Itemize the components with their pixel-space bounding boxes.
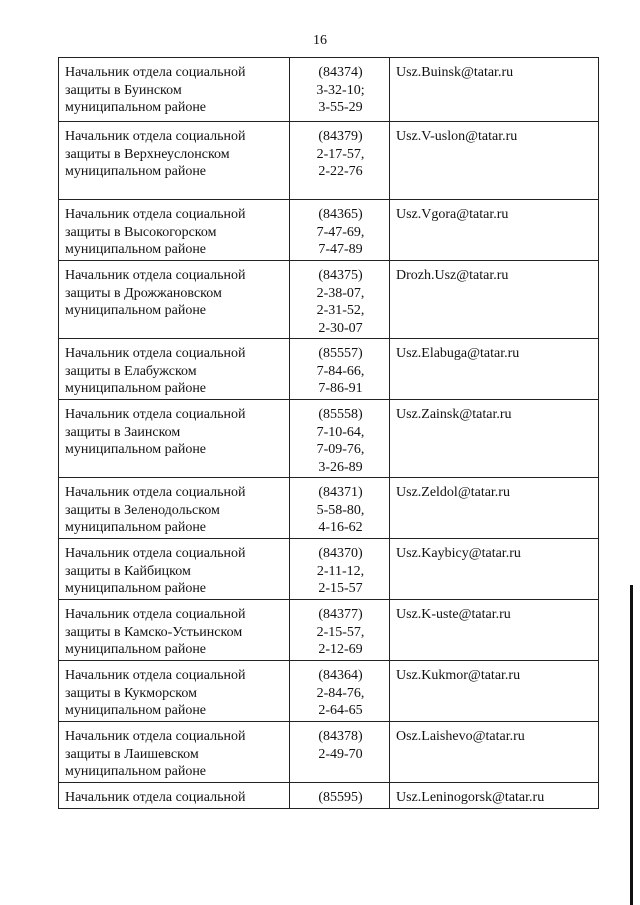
email-cell bbox=[390, 661, 599, 722]
department-title-cell bbox=[59, 400, 290, 478]
department-title-cell bbox=[59, 58, 290, 122]
table-row bbox=[59, 722, 599, 783]
department-title-line: защиты в Елабужском bbox=[65, 363, 197, 379]
department-title-line: Начальник отдела социальной bbox=[65, 546, 246, 561]
phone-line: 7-09-76, bbox=[316, 442, 365, 457]
phone-cell bbox=[290, 58, 390, 122]
phone-line: (85557) bbox=[318, 346, 363, 361]
department-title-line: муниципальном районе bbox=[65, 520, 207, 535]
phone-line: 2-31-52, bbox=[316, 303, 365, 318]
phone-line: 3-55-29 bbox=[318, 100, 363, 115]
email-text: Usz.Leninogorsk@tatar.ru bbox=[396, 790, 545, 805]
department-title-line: Начальник отдела социальной bbox=[65, 729, 246, 744]
department-title-line: защиты в Камско-Устьинском bbox=[65, 624, 243, 640]
department-title-cell bbox=[59, 339, 290, 400]
email-cell bbox=[390, 722, 599, 783]
table-row bbox=[59, 58, 599, 122]
department-title-line: защиты в Высокогорском bbox=[65, 224, 217, 240]
phone-line: 2-64-65 bbox=[318, 703, 363, 718]
department-title-line: защиты в Зеленодольском bbox=[65, 502, 220, 518]
phone-line: (84374) bbox=[318, 65, 363, 80]
department-title-cell bbox=[59, 478, 290, 539]
department-title-line: муниципальном районе bbox=[65, 442, 207, 457]
email-cell bbox=[390, 58, 599, 122]
department-title-line: Начальник отдела социальной bbox=[65, 407, 246, 422]
phone-cell bbox=[290, 400, 390, 478]
table-row bbox=[59, 200, 599, 261]
department-title-line: защиты в Кукморском bbox=[65, 685, 197, 701]
email-text: Usz.Zeldol@tatar.ru bbox=[396, 485, 510, 500]
contacts-table bbox=[58, 57, 599, 809]
department-title-line: муниципальном районе bbox=[65, 581, 207, 596]
email-text: Osz.Laishevo@tatar.ru bbox=[396, 729, 525, 744]
phone-line: 7-47-69, bbox=[316, 224, 365, 240]
phone-cell bbox=[290, 600, 390, 661]
department-title-line: муниципальном районе bbox=[65, 642, 207, 657]
phone-line: (84365) bbox=[318, 207, 363, 222]
table-row bbox=[59, 783, 599, 809]
department-title-line: защиты в Верхнеуслонском bbox=[65, 146, 230, 162]
email-text: Usz.Elabuga@tatar.ru bbox=[396, 346, 520, 361]
email-text: Usz.Buinsk@tatar.ru bbox=[396, 65, 514, 80]
department-title-line: Начальник отдела социальной bbox=[65, 207, 246, 222]
department-title-cell bbox=[59, 261, 290, 339]
department-title-line: муниципальном районе bbox=[65, 303, 207, 318]
table-row bbox=[59, 400, 599, 478]
phone-line: (85558) bbox=[318, 407, 363, 422]
email-text: Usz.Zainsk@tatar.ru bbox=[396, 407, 512, 422]
phone-cell bbox=[290, 661, 390, 722]
table-row bbox=[59, 539, 599, 600]
phone-line: 3-32-10; bbox=[316, 82, 365, 98]
email-text: Usz.V-uslon@tatar.ru bbox=[396, 129, 518, 144]
email-cell bbox=[390, 539, 599, 600]
phone-line: 2-38-07, bbox=[316, 285, 365, 301]
phone-cell bbox=[290, 200, 390, 261]
phone-line: (84364) bbox=[318, 668, 363, 683]
phone-line: 2-15-57 bbox=[318, 581, 363, 596]
phone-cell bbox=[290, 122, 390, 200]
email-text: Usz.Kaybicy@tatar.ru bbox=[396, 546, 521, 561]
department-title-line: защиты в Заинском bbox=[65, 424, 181, 440]
department-title-line: Начальник отдела социальной bbox=[65, 485, 246, 500]
phone-line: (84370) bbox=[318, 546, 363, 561]
phone-line: 2-12-69 bbox=[318, 642, 363, 657]
phone-cell bbox=[290, 783, 390, 809]
department-title-line: Начальник отдела социальной bbox=[65, 668, 246, 683]
department-title-cell bbox=[59, 200, 290, 261]
email-cell bbox=[390, 783, 599, 809]
email-cell bbox=[390, 200, 599, 261]
table-row bbox=[59, 261, 599, 339]
department-title-line: муниципальном районе bbox=[65, 764, 207, 779]
table-row bbox=[59, 600, 599, 661]
phone-cell bbox=[290, 339, 390, 400]
department-title-line: Начальник отдела социальной bbox=[65, 268, 246, 283]
phone-line: 2-15-57, bbox=[316, 624, 365, 640]
department-title-line: муниципальном районе bbox=[65, 242, 207, 257]
phone-cell bbox=[290, 539, 390, 600]
page-number: 16 bbox=[313, 33, 327, 48]
email-cell bbox=[390, 478, 599, 539]
scan-edge-line bbox=[630, 585, 633, 905]
email-text: Usz.Kukmor@tatar.ru bbox=[396, 668, 521, 683]
table-row bbox=[59, 339, 599, 400]
department-title-line: Начальник отдела социальной bbox=[65, 607, 246, 622]
table-row bbox=[59, 661, 599, 722]
department-title-line: Начальник отдела социальной bbox=[65, 790, 246, 805]
department-title-cell bbox=[59, 661, 290, 722]
email-cell bbox=[390, 122, 599, 200]
phone-line: 7-47-89 bbox=[318, 242, 363, 257]
phone-line: 5-58-80, bbox=[316, 502, 365, 518]
department-title-line: защиты в Буинском bbox=[65, 82, 182, 98]
email-text: Usz.Vgora@tatar.ru bbox=[396, 207, 509, 222]
department-title-line: Начальник отдела социальной bbox=[65, 65, 246, 80]
department-title-line: Начальник отдела социальной bbox=[65, 346, 246, 361]
phone-line: 3-26-89 bbox=[318, 459, 363, 475]
department-title-line: защиты в Лаишевском bbox=[65, 746, 199, 762]
phone-line: (85595) bbox=[318, 790, 363, 805]
department-title-line: муниципальном районе bbox=[65, 381, 207, 396]
department-title-cell bbox=[59, 722, 290, 783]
table-row bbox=[59, 122, 599, 200]
phone-line: 7-86-91 bbox=[318, 381, 363, 396]
phone-cell bbox=[290, 722, 390, 783]
phone-line: 2-84-76, bbox=[316, 685, 365, 701]
department-title-cell bbox=[59, 539, 290, 600]
department-title-line: защиты в Дрожжановском bbox=[65, 285, 222, 301]
phone-line: 4-16-62 bbox=[318, 520, 363, 535]
email-cell bbox=[390, 339, 599, 400]
table-row bbox=[59, 478, 599, 539]
phone-line: 2-11-12, bbox=[316, 563, 365, 579]
department-title-line: защиты в Кайбицком bbox=[65, 563, 191, 579]
email-text: Drozh.Usz@tatar.ru bbox=[396, 268, 509, 283]
department-title-cell bbox=[59, 600, 290, 661]
email-text: Usz.K-uste@tatar.ru bbox=[396, 607, 511, 622]
phone-cell bbox=[290, 261, 390, 339]
department-title-line: Начальник отдела социальной bbox=[65, 129, 246, 144]
department-title-line: муниципальном районе bbox=[65, 164, 207, 179]
email-cell bbox=[390, 600, 599, 661]
phone-line: 2-22-76 bbox=[318, 164, 363, 179]
phone-line: (84375) bbox=[318, 268, 363, 283]
phone-line: 2-49-70 bbox=[318, 746, 363, 762]
contacts-table-body bbox=[59, 58, 599, 809]
department-title-cell bbox=[59, 122, 290, 200]
department-title-line: муниципальном районе bbox=[65, 100, 207, 115]
phone-line: 2-17-57, bbox=[316, 146, 365, 162]
department-title-line: муниципальном районе bbox=[65, 703, 207, 718]
department-title-cell bbox=[59, 783, 290, 809]
phone-line: (84378) bbox=[318, 729, 363, 744]
phone-line: 7-84-66, bbox=[316, 363, 365, 379]
phone-line: (84379) bbox=[318, 129, 363, 144]
phone-line: 2-30-07 bbox=[318, 320, 363, 336]
phone-line: (84377) bbox=[318, 607, 363, 622]
email-cell bbox=[390, 400, 599, 478]
phone-cell bbox=[290, 478, 390, 539]
phone-line: (84371) bbox=[318, 485, 363, 500]
email-cell bbox=[390, 261, 599, 339]
phone-line: 7-10-64, bbox=[316, 424, 365, 440]
